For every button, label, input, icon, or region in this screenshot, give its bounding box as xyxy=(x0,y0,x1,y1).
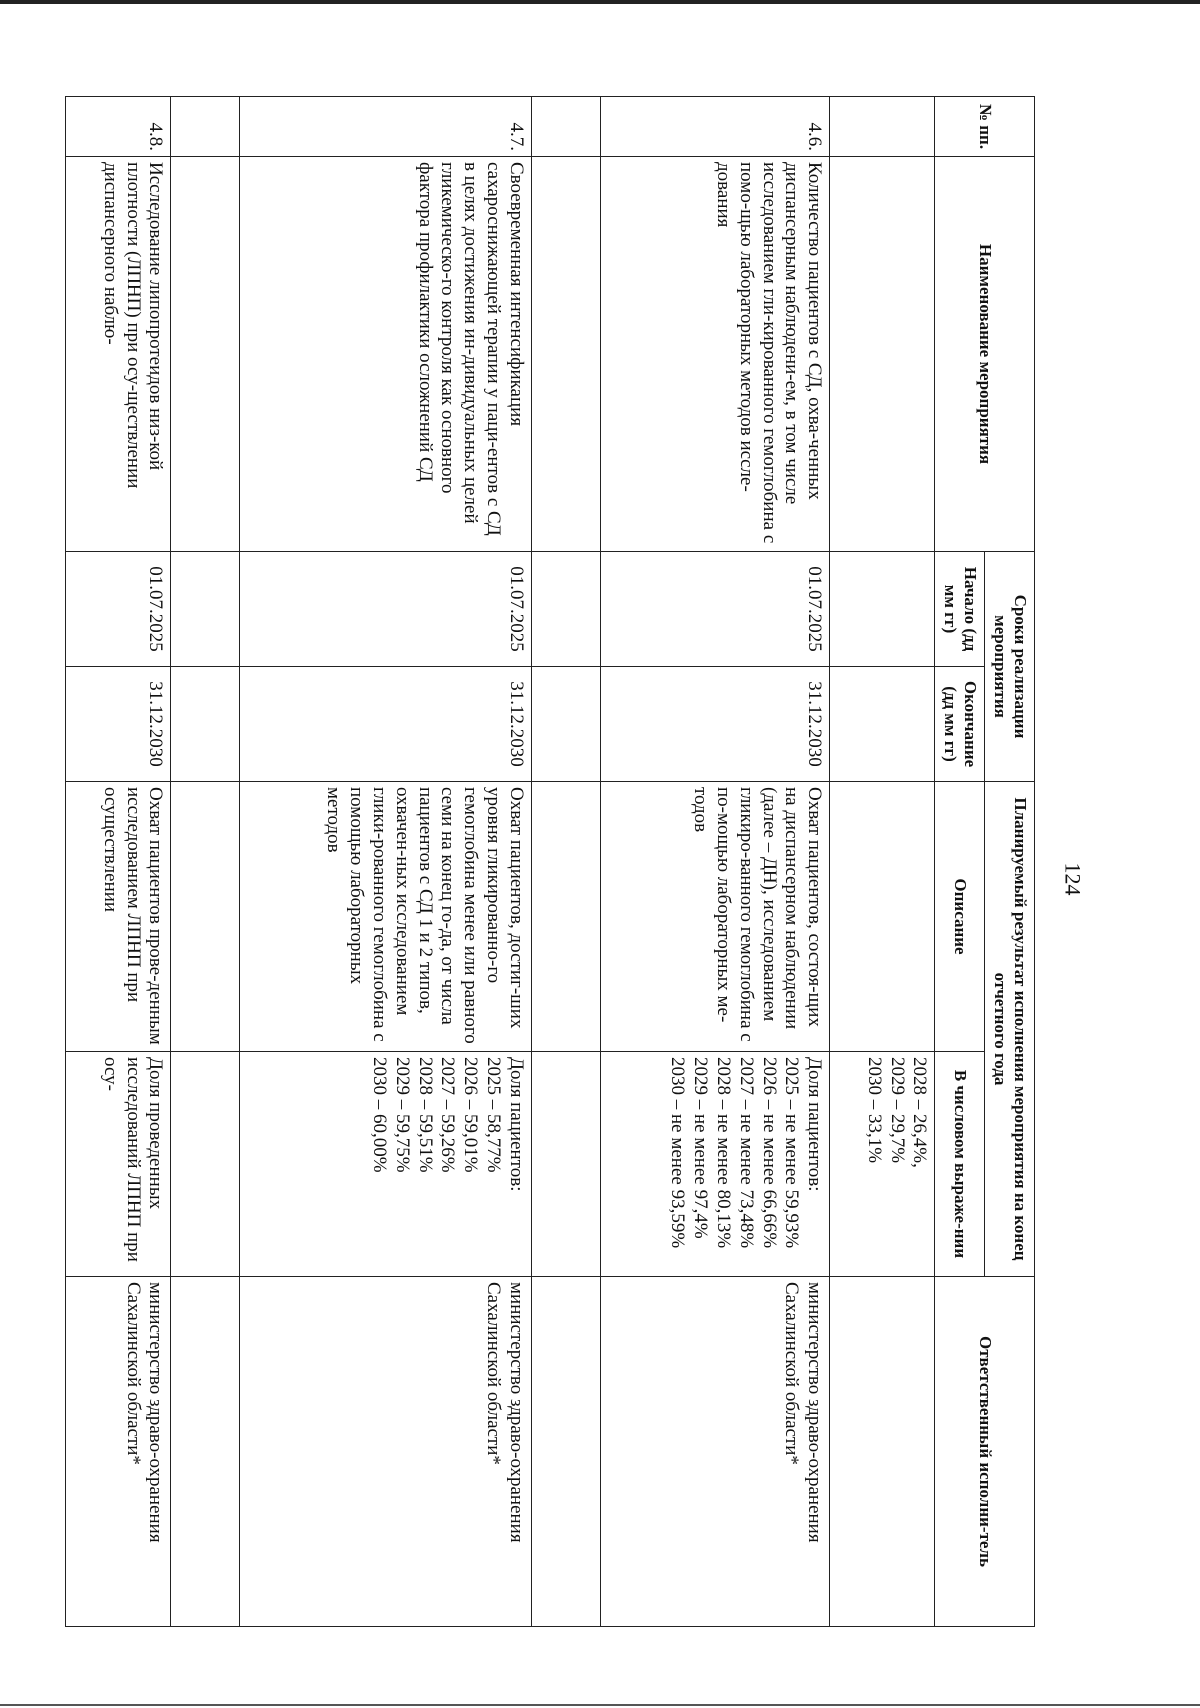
cell-start xyxy=(531,552,600,667)
cell-description: Охват пациентов, состоя-щих на диспансерном наблюдении (далее – ДН), исследованием гликиро-ванного гемоглобина с по-мощью лабораторных ме-тодов xyxy=(600,782,829,1052)
cell-numeric: Доля проведенных исследований ЛПНП при осу- xyxy=(66,1052,171,1277)
cell-description: Охват пациентов, достиг-ших уровня гликированно-го гемоглобина менее или равного семи на конец го-да, от числа пациентов с СД 1 и 2 типов, охвачен-ных исследованием глики-рованного гемоглобина с помощью лабораторных методов xyxy=(240,782,531,1052)
header-name: Наименование мероприятия xyxy=(935,157,1035,552)
header-description: Описание xyxy=(935,782,985,1052)
cell-numeric: Доля пациентов: 2025 – не менее 59,93% 2026 – не менее 66,66% 2027 – не менее 73,48% 2028 – не менее 80,13% 2029 – не менее 97,4% 2030 – не менее 93,59% xyxy=(600,1052,829,1277)
cell-no xyxy=(830,97,935,157)
cell-no: 4.6. xyxy=(600,97,829,157)
cell-no: 4.7. xyxy=(240,97,531,157)
cell-name xyxy=(171,157,240,552)
cell-no: 4.8. xyxy=(66,97,171,157)
header-no: № пп. xyxy=(935,97,1035,157)
cell-start: 01.07.2025 xyxy=(240,552,531,667)
cell-name: Своевременная интенсификация сахароснижающей терапии у паци-ентов с СД в целях достижения ин-дивидуальных целей гликемическо-го контроля как основного фактора профилактики осложнений СД xyxy=(240,157,531,552)
header-end: Окончание (дд мм гг) xyxy=(935,667,985,782)
rotated-table-container xyxy=(65,96,1035,1626)
activities-table xyxy=(65,96,1035,1627)
cell-end xyxy=(531,667,600,782)
cell-start xyxy=(830,552,935,667)
table-row xyxy=(600,97,829,1627)
cell-responsible: министерство здраво-охранения Сахалинской области* xyxy=(240,1277,531,1627)
cell-end: 31.12.2030 xyxy=(240,667,531,782)
page-number: 124 xyxy=(1060,862,1086,896)
cell-description: Охват пациентов прове-денным исследованием ЛПНП при осуществлении xyxy=(66,782,171,1052)
cell-name xyxy=(830,157,935,552)
cell-numeric xyxy=(531,1052,600,1277)
cell-name: Исследование липопротеидов низ-кой плотности (ЛПНП) при осу-ществлении диспансерного наблю- xyxy=(66,157,171,552)
cell-description xyxy=(171,782,240,1052)
cell-start: 01.07.2025 xyxy=(66,552,171,667)
cell-responsible xyxy=(830,1277,935,1627)
header-responsible: Ответственный исполни-тель xyxy=(935,1277,1035,1627)
cell-no xyxy=(531,97,600,157)
cell-responsible xyxy=(171,1277,240,1627)
cell-numeric: 2028 – 26,4%, 2029 – 29,7% 2030 – 33,1% xyxy=(830,1052,935,1277)
top-rule xyxy=(0,0,1200,4)
table-row-continuation xyxy=(830,97,935,1627)
cell-start: 01.07.2025 xyxy=(600,552,829,667)
table-row-spacer xyxy=(171,97,240,1627)
cell-start xyxy=(171,552,240,667)
cell-numeric xyxy=(171,1052,240,1277)
cell-end xyxy=(830,667,935,782)
table-row xyxy=(66,97,171,1627)
header-numeric: В числовом выраже-нии xyxy=(935,1052,985,1277)
cell-description xyxy=(531,782,600,1052)
cell-no xyxy=(171,97,240,157)
cell-name xyxy=(531,157,600,552)
cell-responsible xyxy=(531,1277,600,1627)
cell-description xyxy=(830,782,935,1052)
header-start: Начало (дд мм гг) xyxy=(935,552,985,667)
cell-end xyxy=(171,667,240,782)
cell-end: 31.12.2030 xyxy=(66,667,171,782)
header-row-1 xyxy=(985,97,1035,1627)
bottom-rule xyxy=(0,1704,1200,1706)
header-result-group: Планируемый результат исполнения мероприятия на конец отчетного года xyxy=(985,782,1035,1277)
cell-numeric: Доля пациентов: 2025 – 58,77% 2026 – 59,01% 2027 – 59,26% 2028 – 59,51% 2029 – 59,75% 2030 – 60,00% xyxy=(240,1052,531,1277)
cell-responsible: министерство здраво-охранения Сахалинской области* xyxy=(66,1277,171,1627)
cell-name: Количество пациентов с СД, охва-ченных диспансерным наблюдени-ем, в том числе исследованием гли-кированного гемоглобина с помо-щью лабораторных методов иссле-дования xyxy=(600,157,829,552)
cell-end: 31.12.2030 xyxy=(600,667,829,782)
header-dates-group: Сроки реализации мероприятия xyxy=(985,552,1035,782)
table-row-spacer xyxy=(531,97,600,1627)
table-row xyxy=(240,97,531,1627)
cell-responsible: министерство здраво-охранения Сахалинской области* xyxy=(600,1277,829,1627)
